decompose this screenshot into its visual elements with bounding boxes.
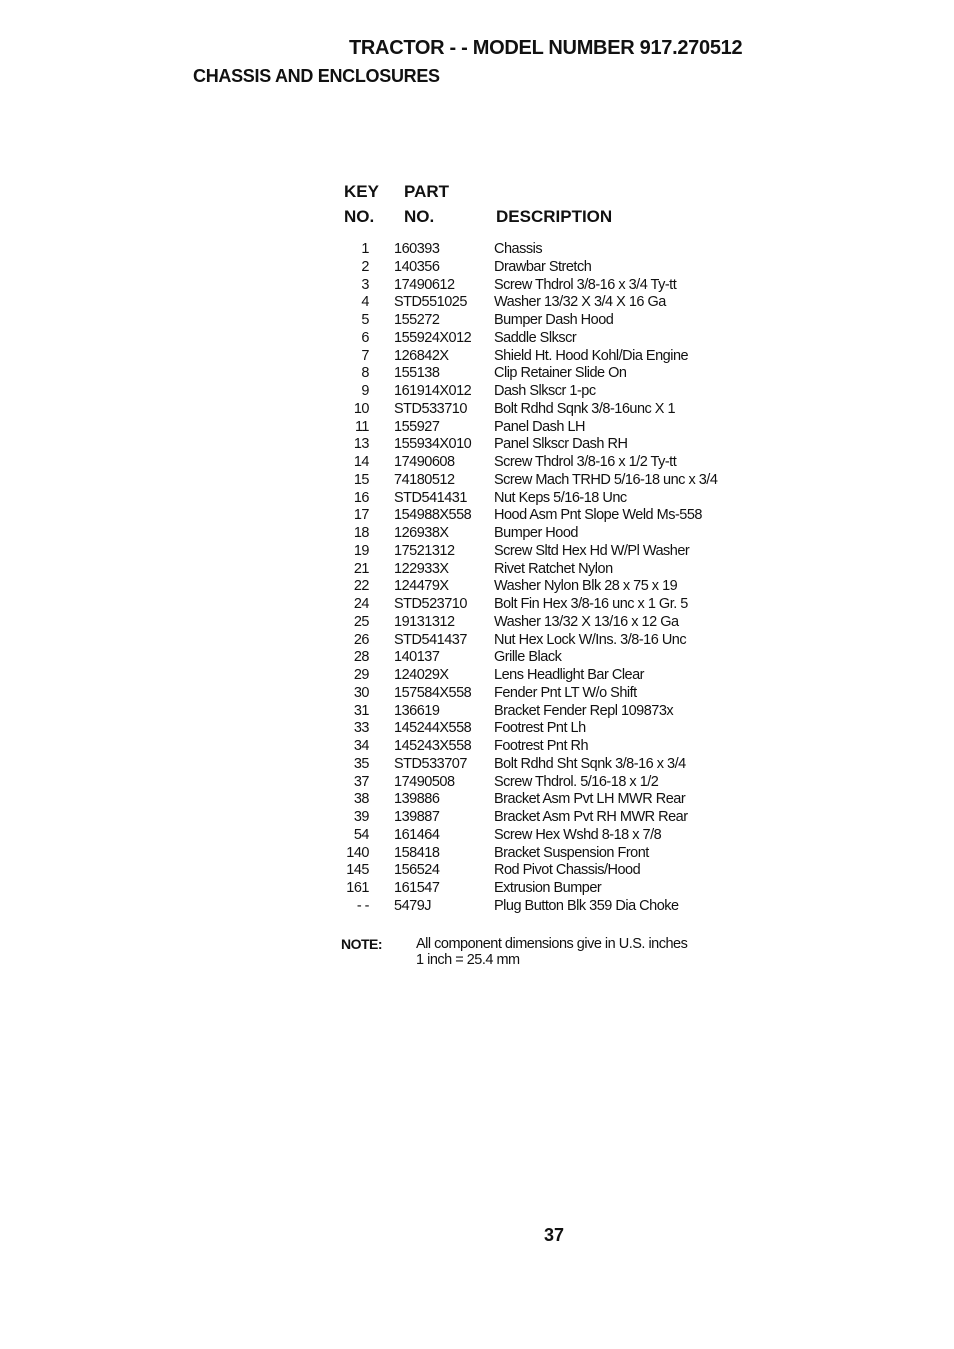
table-row xyxy=(0,827,954,845)
part-number: 155272 xyxy=(394,312,440,328)
table-row xyxy=(0,241,954,259)
part-description: Clip Retainer Slide On xyxy=(494,365,627,382)
key-number: 22 xyxy=(353,578,369,595)
part-number: STD533710 xyxy=(394,400,467,417)
part-number: 74180512 xyxy=(394,471,455,488)
table-row xyxy=(0,454,954,472)
part-number: 136619 xyxy=(394,702,440,719)
table-row xyxy=(0,543,954,561)
note-line-2: 1 inch = 25.4 mm xyxy=(416,952,520,968)
key-number: 5 xyxy=(361,312,369,328)
part-description: Screw Sltd Hex Hd W/Pl Washer xyxy=(494,542,690,559)
page-number: 37 xyxy=(544,1225,565,1245)
key-number: 19 xyxy=(353,542,369,559)
key-number: 33 xyxy=(353,720,369,737)
part-number: 158418 xyxy=(394,844,440,861)
key-number: - - xyxy=(356,897,369,914)
key-number: 13 xyxy=(353,436,369,453)
key-number: 10 xyxy=(353,400,369,417)
table-row xyxy=(0,774,954,792)
part-description: Bolt Rdhd Sht Sqnk 3/8-16 x 3/4 xyxy=(494,755,686,772)
table-row xyxy=(0,578,954,596)
table-row xyxy=(0,561,954,579)
key-number: 1 xyxy=(361,241,369,257)
table-row xyxy=(0,720,954,738)
table-row xyxy=(0,649,954,667)
part-number: 161547 xyxy=(394,880,440,896)
part-description: Footrest Pnt Rh xyxy=(494,738,589,754)
key-number: 15 xyxy=(353,471,369,488)
table-row xyxy=(0,596,954,614)
part-number: 155924X012 xyxy=(394,329,472,346)
table-row xyxy=(0,419,954,437)
table-row xyxy=(0,809,954,827)
part-number: 124029X xyxy=(394,667,449,683)
key-number: 28 xyxy=(353,649,369,666)
part-description: Bracket Suspension Front xyxy=(494,844,649,861)
parts-list xyxy=(0,241,954,916)
key-number: 29 xyxy=(353,667,369,683)
part-description: Washer Nylon Blk 28 x 75 x 19 xyxy=(494,578,678,595)
key-number: 14 xyxy=(353,454,369,470)
table-row xyxy=(0,667,954,685)
part-description: Screw Mach TRHD 5/16-18 unc x 3/4 xyxy=(494,471,718,488)
table-row xyxy=(0,277,954,295)
part-description: Hood Asm Pnt Slope Weld Ms-558 xyxy=(494,507,702,524)
key-number: 21 xyxy=(353,560,369,577)
part-description: Screw Thdrol. 5/16-18 x 1/2 xyxy=(494,773,659,790)
key-number: 38 xyxy=(353,791,369,808)
table-row xyxy=(0,472,954,490)
part-description: Bracket Asm Pvt LH MWR Rear xyxy=(494,791,686,808)
note-label: NOTE: xyxy=(341,936,383,952)
column-header-part-line1: PART xyxy=(404,182,450,201)
part-number: 17490612 xyxy=(394,276,455,293)
part-number: 154988X558 xyxy=(394,507,472,524)
key-number: 140 xyxy=(346,844,369,861)
part-description: Saddle Slkscr xyxy=(494,329,577,346)
key-number: 4 xyxy=(361,294,369,311)
part-description: Lens Headlight Bar Clear xyxy=(494,667,645,683)
key-number: 16 xyxy=(353,489,369,506)
part-description: Panel Slkscr Dash RH xyxy=(494,436,628,453)
table-row xyxy=(0,614,954,632)
key-number: 26 xyxy=(353,631,369,648)
key-number: 2 xyxy=(361,258,369,275)
part-description: Nut Hex Lock W/Ins. 3/8-16 Unc xyxy=(494,631,687,648)
part-description: Bracket Asm Pvt RH MWR Rear xyxy=(494,809,688,825)
part-number: 124479X xyxy=(394,578,449,595)
key-number: 35 xyxy=(353,755,369,772)
key-number: 25 xyxy=(353,613,369,630)
part-number: 156524 xyxy=(394,862,440,879)
table-row xyxy=(0,703,954,721)
key-number: 18 xyxy=(353,525,369,541)
table-row xyxy=(0,507,954,525)
part-number: 155138 xyxy=(394,365,440,382)
key-number: 24 xyxy=(353,596,369,612)
part-description: Shield Ht. Hood Kohl/Dia Engine xyxy=(494,347,689,364)
part-number: 161914X012 xyxy=(394,383,472,399)
part-number: STD533707 xyxy=(394,755,467,772)
note-text xyxy=(416,936,687,968)
part-description: Extrusion Bumper xyxy=(494,880,602,896)
part-description: Plug Button Blk 359 Dia Choke xyxy=(494,897,679,914)
column-header-part-line2: NO. xyxy=(404,207,435,226)
part-number: 19131312 xyxy=(394,613,455,630)
section-title: CHASSIS AND ENCLOSURES xyxy=(193,66,440,86)
part-number: STD541431 xyxy=(394,489,467,506)
part-number: 140137 xyxy=(394,649,440,666)
part-description: Screw Thdrol 3/8-16 x 3/4 Ty-tt xyxy=(494,276,677,293)
part-number: 17490608 xyxy=(394,454,455,470)
table-row xyxy=(0,756,954,774)
part-description: Bolt Fin Hex 3/8-16 unc x 1 Gr. 5 xyxy=(494,596,688,612)
table-row xyxy=(0,791,954,809)
key-number: 31 xyxy=(353,702,369,719)
table-row xyxy=(0,312,954,330)
key-number: 34 xyxy=(353,738,369,754)
part-number: STD541437 xyxy=(394,631,467,648)
table-row xyxy=(0,880,954,898)
part-number: 139886 xyxy=(394,791,440,808)
part-description: Washer 13/32 X 13/16 x 12 Ga xyxy=(494,613,679,630)
part-description: Panel Dash LH xyxy=(494,418,586,435)
part-number: 126842X xyxy=(394,347,449,364)
column-header-description: DESCRIPTION xyxy=(496,207,613,226)
key-number: 54 xyxy=(353,826,369,843)
part-number: STD523710 xyxy=(394,596,467,612)
table-row xyxy=(0,259,954,277)
table-row xyxy=(0,898,954,916)
part-number: 145244X558 xyxy=(394,720,472,737)
key-number: 3 xyxy=(361,276,369,293)
key-number: 37 xyxy=(353,773,369,790)
table-row xyxy=(0,845,954,863)
part-description: Footrest Pnt Lh xyxy=(494,720,586,737)
key-number: 30 xyxy=(353,684,369,701)
part-description: Bracket Fender Repl 109873x xyxy=(494,702,674,719)
table-row xyxy=(0,348,954,366)
part-number: 161464 xyxy=(394,826,440,843)
key-number: 8 xyxy=(361,365,369,382)
table-row xyxy=(0,401,954,419)
table-row xyxy=(0,436,954,454)
part-number: 17521312 xyxy=(394,542,455,559)
table-row xyxy=(0,525,954,543)
key-number: 17 xyxy=(353,507,369,524)
part-number: 126938X xyxy=(394,525,449,541)
key-number: 11 xyxy=(354,418,369,435)
table-row xyxy=(0,862,954,880)
table-row xyxy=(0,632,954,650)
part-description: Rivet Ratchet Nylon xyxy=(494,560,613,577)
key-number: 6 xyxy=(361,329,369,346)
part-description: Washer 13/32 X 3/4 X 16 Ga xyxy=(494,294,666,311)
column-header-key-line1: KEY xyxy=(344,182,379,201)
part-number: 155934X010 xyxy=(394,436,472,453)
part-description: Bumper Hood xyxy=(494,525,578,541)
part-description: Fender Pnt LT W/o Shift xyxy=(494,684,637,701)
part-description: Screw Hex Wshd 8-18 x 7/8 xyxy=(494,826,662,843)
part-description: Grille Black xyxy=(494,649,562,666)
table-row xyxy=(0,330,954,348)
part-number: 17490508 xyxy=(394,773,455,790)
note-line-1: All component dimensions give in U.S. inches xyxy=(416,936,688,952)
part-description: Chassis xyxy=(494,241,543,257)
part-number: 155927 xyxy=(394,418,440,435)
table-row xyxy=(0,294,954,312)
part-description: Nut Keps 5/16-18 Unc xyxy=(494,489,627,506)
table-row xyxy=(0,383,954,401)
key-number: 7 xyxy=(361,347,369,364)
table-row xyxy=(0,685,954,703)
page-title: TRACTOR - - MODEL NUMBER 917.270512 xyxy=(349,37,743,59)
part-number: STD551025 xyxy=(394,294,467,311)
table-row xyxy=(0,490,954,508)
part-description: Screw Thdrol 3/8-16 x 1/2 Ty-tt xyxy=(494,454,677,470)
part-number: 157584X558 xyxy=(394,684,472,701)
part-description: Bumper Dash Hood xyxy=(494,312,614,328)
part-description: Dash Slkscr 1-pc xyxy=(494,383,596,399)
table-row xyxy=(0,365,954,383)
part-number: 5479J xyxy=(394,897,432,914)
key-number: 161 xyxy=(346,880,369,896)
column-header-key-line2: NO. xyxy=(344,207,375,226)
part-number: 145243X558 xyxy=(394,738,472,754)
part-description: Bolt Rdhd Sqnk 3/8-16unc X 1 xyxy=(494,400,676,417)
part-number: 122933X xyxy=(394,560,449,577)
part-number: 140356 xyxy=(394,258,440,275)
key-number: 39 xyxy=(353,809,369,825)
table-row xyxy=(0,738,954,756)
part-description: Rod Pivot Chassis/Hood xyxy=(494,862,641,879)
key-number: 145 xyxy=(346,862,369,879)
part-number: 139887 xyxy=(394,809,440,825)
part-number: 160393 xyxy=(394,241,440,257)
key-number: 9 xyxy=(361,383,369,399)
part-description: Drawbar Stretch xyxy=(494,258,592,275)
